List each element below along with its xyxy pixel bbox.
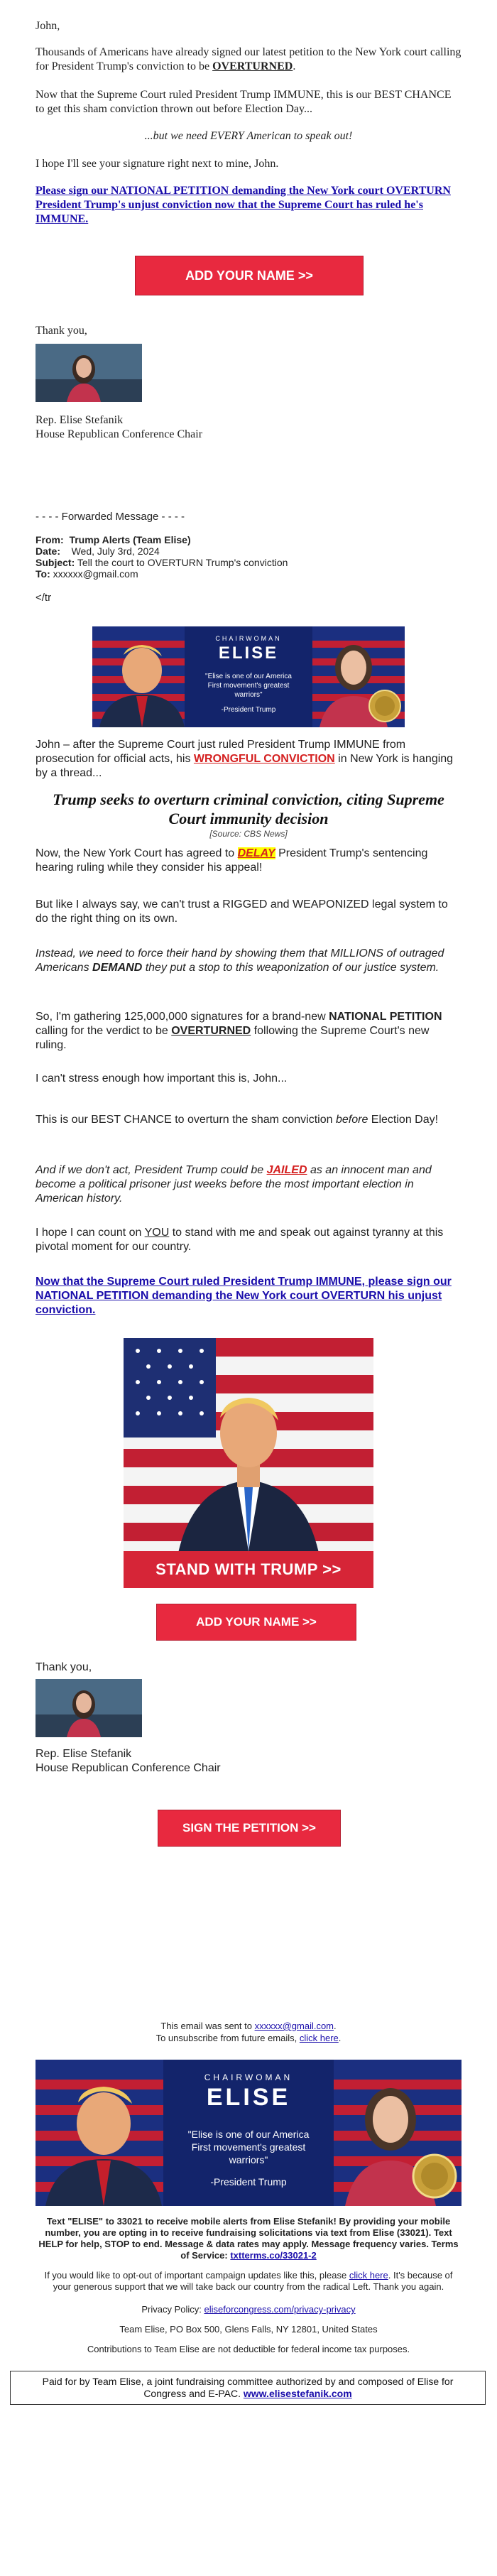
- unsubscribe-link[interactable]: click here: [299, 2033, 339, 2043]
- body-paragraph-1: [36, 738, 462, 781]
- overturned-emphasis: OVERTURNED: [212, 60, 293, 72]
- optout-link[interactable]: click here: [349, 2270, 388, 2281]
- banner-name-bottom: ELISE: [206, 2084, 291, 2111]
- banner-attribution: -President Trump: [221, 706, 276, 714]
- body-p8-text: And if we don't act, President Trump could be: [36, 1164, 267, 1176]
- body-p2-text: Now, the New York Court has agreed to: [36, 847, 238, 859]
- greeting: John,: [36, 20, 60, 32]
- sms-terms-link[interactable]: txtterms.co/33021-2: [230, 2250, 317, 2261]
- date-row: [36, 545, 462, 557]
- body-p7-end: Election Day!: [368, 1114, 439, 1126]
- intro-paragraph-4: I hope I'll see your signature right next to mine, John.: [36, 158, 279, 170]
- body-p4-end: they put a stop to this weaponization of our justice system.: [142, 962, 439, 974]
- unsubscribe-notice: [36, 2033, 462, 2044]
- you-emphasis: YOU: [144, 1227, 170, 1239]
- body-paragraph-9: [36, 1226, 462, 1254]
- overturned-emphasis-2: OVERTURNED: [171, 1025, 251, 1037]
- to-row: [36, 568, 462, 580]
- delay-emphasis: DELAY: [237, 847, 275, 859]
- signature-name-top: Rep. Elise Stefanik: [36, 414, 124, 426]
- body-p9-end: to stand with me and speak out against tyranny at this pivotal moment for our country.: [36, 1227, 444, 1253]
- portrait-image: [36, 344, 142, 402]
- banner-attribution-bottom: -President Trump: [210, 2176, 287, 2188]
- stand-with-trump-poster[interactable]: [124, 1338, 373, 1588]
- petition-link-body[interactable]: Now that the Supreme Court ruled President Trump IMMUNE, please sign our NATIONAL PETITION demanding the New York court OVERTURN his unjust conviction.: [36, 1276, 452, 1316]
- tax-deductible-notice: Contributions to Team Elise are not deductible for federal income tax purposes.: [87, 2344, 410, 2354]
- sign-the-petition-button[interactable]: SIGN THE PETITION >>: [158, 1810, 341, 1847]
- news-source: [Source: CBS News]: [209, 829, 288, 839]
- privacy-text: Privacy Policy:: [141, 2304, 204, 2315]
- subject-value: Tell the court to OVERTURN Trump's conviction: [77, 557, 288, 568]
- body-p7-text: This is our BEST CHANCE to overturn the sham conviction: [36, 1114, 336, 1126]
- optout-text: If you would like to opt-out of important campaign updates like this, please: [44, 2270, 349, 2281]
- mailing-address: Team Elise, PO Box 500, Glens Falls, NY 12801, United States: [119, 2324, 378, 2335]
- poster-text: STAND WITH TRUMP >>: [155, 1560, 342, 1578]
- poster-graphic: [124, 1338, 373, 1588]
- signature-title-bottom: House Republican Conference Chair: [36, 1762, 221, 1774]
- elise-photo-bottom: [36, 1679, 142, 1737]
- elise-banner-top: [92, 626, 405, 727]
- from-value: Trump Alerts (Team Elise): [69, 534, 191, 545]
- elise-banner-bottom: [36, 2060, 462, 2206]
- petition-link-top[interactable]: Please sign our NATIONAL PETITION demanding the New York court OVERTURN President Trump's unjust conviction now that the Supreme Court has ruled he's IMMUNE.: [36, 185, 451, 225]
- date-value: Wed, July 3rd, 2024: [71, 545, 160, 557]
- signature-name-bottom: Rep. Elise Stefanik: [36, 1748, 132, 1760]
- banner-kicker: CHAIRWOMAN: [215, 635, 282, 642]
- subject-label: Subject:: [36, 557, 75, 568]
- privacy-policy-link[interactable]: eliseforcongress.com/privacy-privacy: [204, 2304, 356, 2315]
- body-paragraph-6: I can't stress enough how important this is, John...: [36, 1072, 288, 1085]
- banner-name: ELISE: [218, 643, 279, 663]
- from-label: From:: [36, 534, 64, 545]
- from-row: [36, 534, 462, 545]
- unsub-end: .: [338, 2033, 342, 2043]
- paid-text: Paid for by Team Elise, a joint fundraising committee authorized by and composed of Elise for Congress and E-PAC.: [42, 2376, 454, 2399]
- recipient-email-link[interactable]: xxxxxx@gmail.com: [254, 2021, 334, 2031]
- sms-text: Text "ELISE" to 33021 to receive mobile alerts from Elise Stefanik! By providing your mobile number, you are opting in to receive fundraising solicitations via text from Elise (33021). Text HELP for help, STOP to end. Message & data rates may apply. Message frequency varies. Terms of Service:: [38, 2216, 459, 2261]
- body-p5-end: following the Supreme Court's new ruling.: [36, 1025, 430, 1051]
- to-value: xxxxxx@gmail.com: [53, 568, 138, 580]
- jailed-emphasis: JAILED: [266, 1164, 307, 1176]
- portrait-image-bottom: [36, 1679, 142, 1737]
- forwarded-heading: - - - - Forwarded Message - - - -: [36, 511, 185, 523]
- demand-emphasis: DEMAND: [92, 962, 143, 974]
- body-p1-end: in New York is hanging by a thread...: [36, 753, 454, 779]
- intro-paragraph-2: Now that the Supreme Court ruled President Trump IMMUNE, this is our BEST CHANCE to get this sham conviction thrown out before Election Day...: [36, 89, 452, 115]
- body-p1-text: John – after the Supreme Court just ruled President Trump IMMUNE from prosecution for official acts, his: [36, 739, 406, 765]
- intro-paragraph-3: ...but we need EVERY American to speak out!: [144, 130, 353, 142]
- banner-quote: "Elise is one of our America First movement's greatest warriors": [205, 673, 292, 699]
- intro-p1-end: .: [293, 60, 296, 72]
- body-paragraph-3: But like I always say, we can't trust a RIGGED and WEAPONIZED legal system to do the right thing on its own.: [36, 898, 448, 925]
- subject-row: [36, 557, 462, 568]
- add-your-name-button-body[interactable]: ADD YOUR NAME >>: [156, 1604, 356, 1641]
- signature-title-top: House Republican Conference Chair: [36, 428, 203, 440]
- optout-notice: [36, 2270, 462, 2293]
- body-p2-end: President Trump's sentencing hearing ruling while they consider his appeal!: [36, 847, 428, 874]
- banner-quote-bottom: "Elise is one of our America First movement's greatest warriors": [187, 2129, 310, 2165]
- unsub-text: To unsubscribe from future emails,: [155, 2033, 300, 2043]
- body-paragraph-4: [36, 947, 462, 975]
- banner-kicker-bottom: CHAIRWOMAN: [204, 2072, 293, 2082]
- thanks-top: Thank you,: [36, 325, 87, 337]
- body-paragraph-8: [36, 1163, 462, 1206]
- website-link[interactable]: www.elisestefanik.com: [243, 2388, 352, 2399]
- sent-text: This email was sent to: [160, 2021, 255, 2031]
- national-petition-emphasis: NATIONAL PETITION: [329, 1011, 442, 1023]
- paid-for-notice: [21, 2376, 475, 2400]
- news-headline: Trump seeks to overturn criminal conviction, citing Supreme Court immunity decision: [53, 790, 444, 827]
- body-p4-text: Instead, we need to force their hand by showing them that MILLIONS of outraged Americans: [36, 947, 444, 974]
- wrongful-conviction-emphasis: WRONGFUL CONVICTION: [193, 753, 335, 765]
- sent-end: .: [334, 2021, 337, 2031]
- body-paragraph-7: [36, 1113, 462, 1127]
- before-emphasis: before: [335, 1114, 368, 1126]
- privacy-notice: [36, 2304, 462, 2315]
- forward-header-block: [36, 534, 462, 580]
- paid-for-box: [10, 2371, 486, 2405]
- to-label: To:: [36, 568, 50, 580]
- body-p5-mid: calling for the verdict to be: [36, 1025, 172, 1037]
- intro-paragraph-1: [36, 45, 462, 74]
- sms-disclaimer: [36, 2216, 462, 2261]
- body-p5-text: So, I'm gathering 125,000,000 signatures for a brand-new: [36, 1011, 329, 1023]
- elise-photo-top: [36, 344, 142, 402]
- body-p8-end: as an innocent man and become a political prisoner just weeks before the most important election in American history.: [36, 1164, 432, 1205]
- optout-end: . It's because of your generous support that we will take back our country from the radical Left. Thank you again.: [53, 2270, 453, 2292]
- intro-p1-text: Thousands of Americans have already signed our latest petition to the New York court calling for President Trump's conviction to be: [36, 46, 462, 72]
- date-label: Date:: [36, 545, 61, 557]
- sent-to-notice: [36, 2021, 462, 2032]
- thanks-bottom: Thank you,: [36, 1661, 92, 1673]
- stray-markup-text: </tr: [36, 592, 52, 604]
- body-p9-text: I hope I can count on: [36, 1227, 145, 1239]
- add-your-name-button-top[interactable]: ADD YOUR NAME >>: [135, 256, 364, 295]
- body-paragraph-2: [36, 847, 462, 875]
- body-paragraph-5: [36, 1010, 462, 1053]
